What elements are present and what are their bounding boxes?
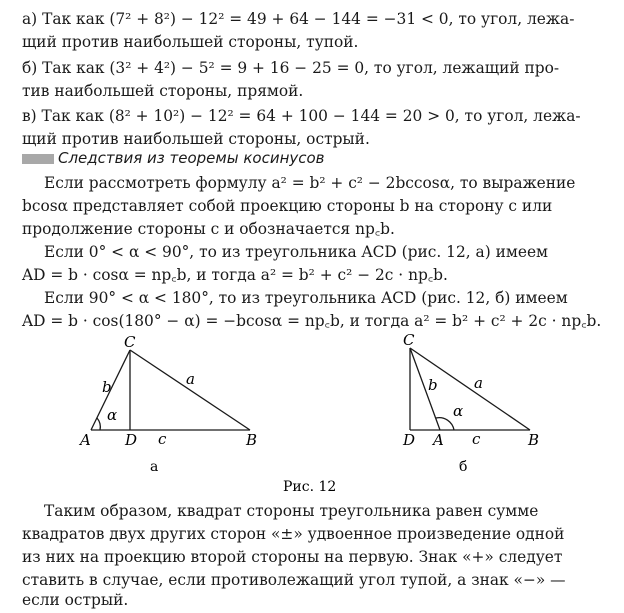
- item-b-line2: тив наибольшей стороны, прямой.: [22, 82, 304, 100]
- conclusion-line3: из них на проекцию второй стороны на первую. Знак «+» следует: [22, 548, 563, 566]
- label-c-left: c: [158, 430, 167, 448]
- paragraph-1-line1: Если рассмотреть формулу a² = b² + c² − 2bccosα, то выражение: [44, 174, 576, 192]
- label-a-right: a: [474, 374, 483, 392]
- conclusion-line5: если острый.: [22, 591, 129, 609]
- label-b-left: b: [102, 378, 112, 396]
- angle-arc-left: [97, 418, 100, 430]
- item-b-line1: б) Так как (3² + 4²) − 5² = 9 + 16 − 25 = 0, то угол, лежащий про-: [22, 59, 560, 77]
- label-b-right: b: [428, 376, 438, 394]
- label-B-right: B: [528, 431, 540, 449]
- item-a-line1: а) Так как (7² + 8²) − 12² = 49 + 64 − 144 = −31 < 0, то угол, лежа-: [22, 10, 575, 28]
- label-D-left: D: [125, 431, 138, 449]
- conclusion-line2: квадратов двух других сторон «±» удвоенное произведение одной: [22, 525, 565, 543]
- caption-right: б: [459, 459, 468, 475]
- label-a-left: a: [186, 370, 195, 388]
- label-alpha-right: α: [453, 402, 464, 420]
- item-c-line1: в) Так как (8² + 10²) − 12² = 64 + 100 − 144 = 20 > 0, то угол, лежа-: [22, 107, 581, 125]
- paragraph-3-line1: Если 90° < α < 180°, то из треугольника ACD (рис. 12, б) имеем: [44, 289, 568, 307]
- paragraph-1-line2: bcosα представляет собой проекцию стороны b на сторону c или: [22, 197, 553, 215]
- paragraph-1-line3: продолжение стороны c и обозначается np꜀b.: [22, 220, 395, 238]
- paragraph-2-line2: AD = b · cosα = np꜀b, и тогда a² = b² + c² − 2c · np꜀b.: [22, 266, 448, 284]
- label-C-left: C: [124, 333, 136, 351]
- section-heading-text: Следствия из теоремы косинусов: [58, 149, 325, 167]
- label-D-right: D: [403, 431, 416, 449]
- label-A-right: A: [433, 431, 444, 449]
- side-a-left: [130, 350, 250, 430]
- label-C-right: C: [403, 331, 415, 349]
- conclusion-line1: Таким образом, квадрат стороны треугольника равен сумме: [44, 502, 539, 520]
- paragraph-3-line2: AD = b · cos(180° − α) = −bcosα = np꜀b, и тогда a² = b² + c² + 2c · np꜀b.: [22, 312, 602, 330]
- caption-left: а: [150, 459, 159, 475]
- figure-caption: Рис. 12: [283, 479, 337, 495]
- label-alpha-left: α: [107, 406, 118, 424]
- item-c-line2: щий против наибольшей стороны, острый.: [22, 130, 370, 148]
- item-a-line2: щий против наибольшей стороны, тупой.: [22, 33, 359, 51]
- conclusion-line4: ставить в случае, если противолежащий угол тупой, а знак «−» —: [22, 571, 566, 589]
- label-B-left: B: [246, 431, 258, 449]
- label-c-right: c: [472, 430, 481, 448]
- label-A-left: A: [80, 431, 91, 449]
- paragraph-2-line1: Если 0° < α < 90°, то из треугольника ACD (рис. 12, а) имеем: [44, 243, 549, 261]
